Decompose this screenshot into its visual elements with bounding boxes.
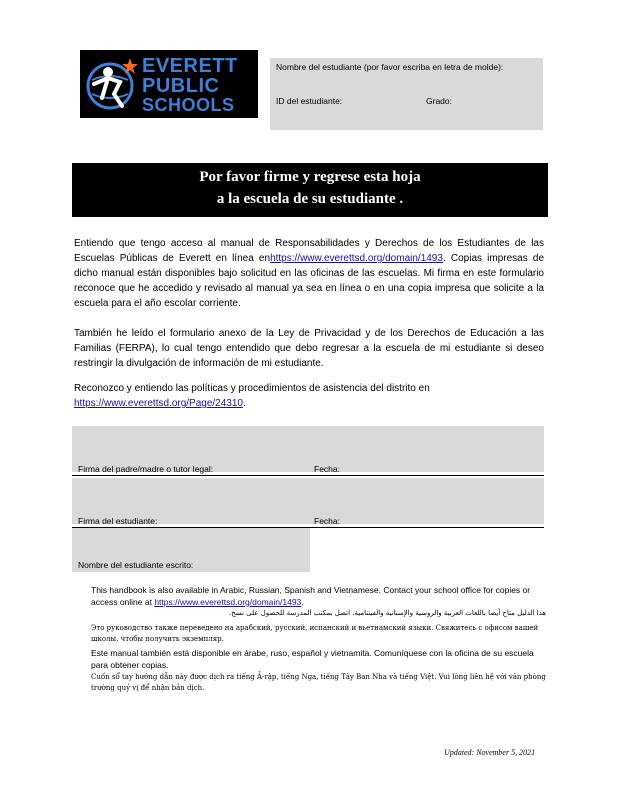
paragraph-handbook	[74, 236, 544, 311]
banner-line-1: Por favor firme y regrese esta hoja	[199, 169, 421, 185]
logo-text-everett: EVERETT	[142, 55, 238, 77]
paragraph-handbook-text-a: Entiendo que tengo acceso al manual de Responsabilidades y Derechos de los Estudiantes de las Escuelas Públicas de Everett en línea en	[74, 238, 544, 264]
notice-vietnamese: Cuốn sổ tay hướng dẫn này được dịch ra tiếng Ả-rập, tiếng Nga, tiếng Tây Ban Nha và tiếng Việt. Vui lòng liên hệ với văn phòng trường quý vị để nhận bản dịch.	[91, 673, 546, 692]
student-signature-label: Firma del estudiante:	[78, 516, 158, 526]
paragraph-attendance-text-b: .	[243, 398, 246, 409]
grade-label: Grado:	[426, 96, 452, 106]
district-logo	[80, 50, 258, 118]
parent-signature-label: Firma del padre/madre o tutor legal:	[78, 464, 214, 474]
printed-name-field[interactable]	[72, 528, 310, 572]
notice-english	[91, 584, 546, 608]
banner-line-2: a la escuela de su estudiante .	[216, 191, 404, 207]
logo-text-public: PUBLIC	[142, 75, 220, 97]
notice-spanish: Este manual también está disponible en árabe, ruso, español y vietnamita. Comuníquese con la oficina de su escuela para obtener copias.	[91, 648, 534, 670]
notice-arabic: هذا الدليل متاح أيضا باللغات العربية والروسية والإسبانية والفيتنامية. اتصل بمكتب المدرسة للحصول على نسخ.	[228, 609, 546, 617]
parent-date-label: Fecha:	[314, 464, 340, 474]
updated-date: Updated: November 5, 2021	[444, 748, 536, 757]
notice-russian: Это руководство также переведено на арабский, русский, испанский и вьетнамский языки. Свяжитесь с офисом вашей школы, чтобы получить экземпляр.	[91, 624, 539, 643]
student-id-label: ID del estudiante:	[276, 96, 343, 106]
paragraph-attendance-text-a: Reconozco y entiendo las políticas y procedimientos de asistencia del distrito en	[74, 383, 430, 394]
paragraph-ferpa-text: También he leído el formulario anexo de la Ley de Privacidad y de los Derechos de Educación a las Familias (FERPA), lo cual tengo entendido que debo regresar a la escuela de mi estudiante si deseo restringir la divulgación de información de mi estudiante.	[74, 328, 544, 369]
handbook-link[interactable]: https://www.everettsd.org/domain/1493	[270, 253, 443, 264]
paragraph-ferpa	[74, 326, 544, 371]
notice-english-text-b: .	[301, 597, 304, 607]
student-signature-line	[72, 507, 544, 528]
instruction-banner	[72, 163, 548, 217]
paragraph-handbook-text-b: . Copias impresas de dicho manual están disponibles bajo solicitud en las oficinas de las escuelas. Mi firma en este formulario reconoce que he accedido y revisado al manual ya sea en línea o en una copia impresa que solicite a la escuela para el año escolar corriente.	[74, 253, 545, 309]
student-info-box[interactable]	[270, 58, 543, 130]
attendance-link[interactable]: https://www.everettsd.org/Page/24310	[74, 398, 243, 409]
globe-runner-icon	[84, 54, 140, 114]
parent-signature-line	[72, 455, 544, 476]
student-date-label: Fecha:	[314, 516, 340, 526]
printed-name-label: Nombre del estudiante escrito:	[78, 560, 194, 570]
paragraph-attendance	[74, 381, 544, 411]
notice-english-link[interactable]: https://www.everettsd.org/domain/1493	[154, 597, 302, 607]
student-name-label: Nombre del estudiante (por favor escriba en letra de molde):	[276, 62, 504, 72]
logo-text-schools: SCHOOLS	[142, 95, 235, 115]
notice-english-text-a: This handbook is also available in Arabic, Russian, Spanish and Vietnamese. Contact your school office for copies or access online at	[91, 585, 531, 607]
